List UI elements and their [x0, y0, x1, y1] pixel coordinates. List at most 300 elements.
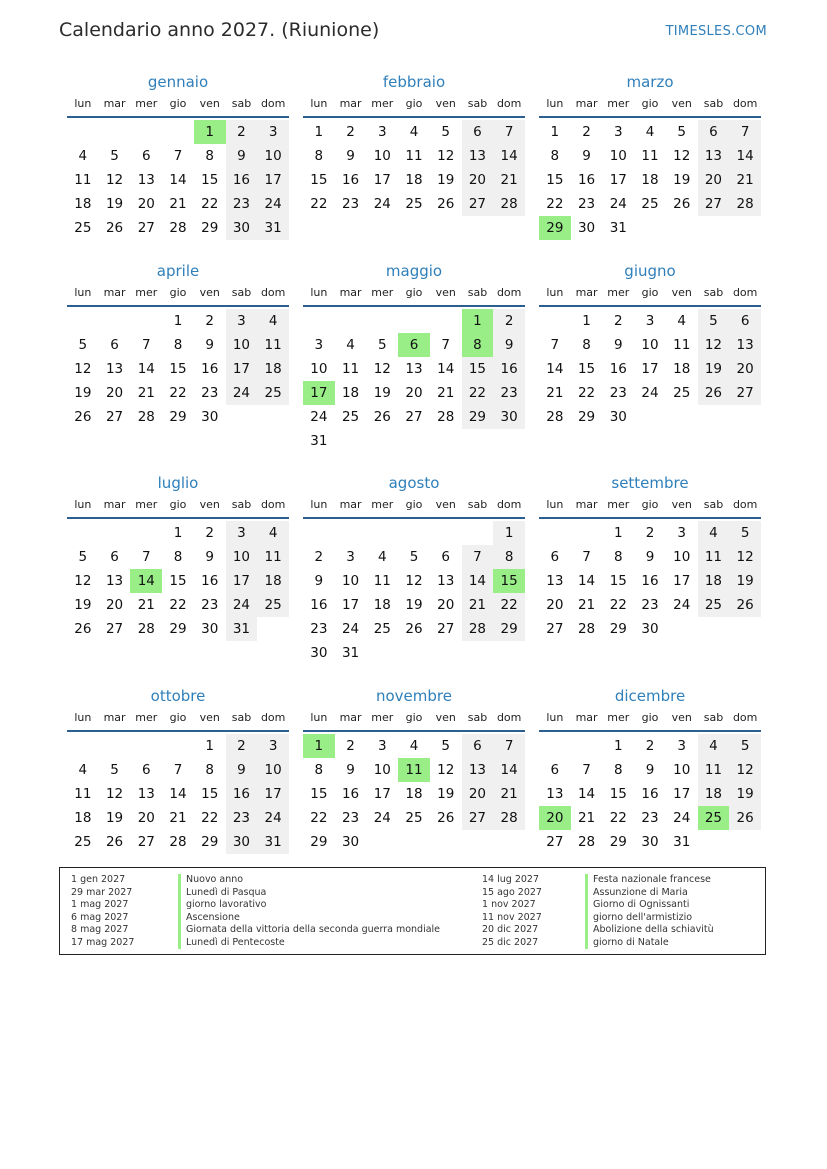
day-cell: 24	[673, 597, 691, 613]
day-cell: 2	[346, 124, 355, 140]
month-ottobre	[67, 686, 289, 854]
day-cell: 25	[673, 385, 691, 401]
weekday-label: lun	[546, 498, 564, 511]
day-cell: 6	[550, 549, 560, 565]
day-cell: 2	[645, 738, 655, 754]
day-cell: 16	[341, 172, 360, 188]
day-cell: 6	[398, 333, 430, 357]
empty-day	[99, 120, 131, 144]
weekday-header	[303, 495, 525, 519]
weekday-label: ven	[435, 498, 456, 511]
day-cell: 20	[137, 810, 155, 826]
day-cell: 19	[437, 172, 455, 188]
day-cell: 10	[226, 333, 258, 357]
day-cell: 24	[226, 381, 258, 405]
day-cell: 16	[341, 786, 360, 802]
day-cell: 23	[226, 192, 258, 216]
empty-day	[130, 734, 162, 758]
day-cell: 25	[373, 621, 391, 637]
day-cell: 30	[493, 405, 525, 429]
day-cell: 10	[673, 762, 691, 778]
day-cell: 9	[582, 148, 591, 164]
weekday-label: lun	[310, 286, 328, 299]
day-cell: 27	[137, 220, 155, 236]
legend-holiday-name: Giornata della vittoria della seconda guerra mondiale	[178, 924, 440, 937]
day-cell: 6	[729, 309, 761, 333]
day-cell: 5	[409, 549, 419, 565]
day-cell: 24	[310, 409, 328, 425]
day-cell: 30	[226, 216, 258, 240]
day-cell: 7	[462, 545, 494, 569]
day-cell: 17	[641, 361, 659, 377]
day-cell: 3	[226, 309, 258, 333]
day-cell: 22	[169, 597, 187, 613]
day-cell: 10	[257, 758, 289, 782]
day-cell: 4	[409, 738, 419, 754]
day-cell: 15	[609, 573, 627, 589]
day-cell: 14	[437, 361, 455, 377]
weekday-label: mer	[371, 286, 394, 299]
day-cell: 23	[493, 381, 525, 405]
weekday-label: ven	[671, 498, 692, 511]
day-cell: 1	[205, 738, 214, 754]
day-cell: 24	[257, 192, 289, 216]
day-cell: 20	[137, 196, 155, 212]
holiday-legend	[59, 867, 766, 955]
day-cell: 4	[698, 521, 730, 545]
empty-day	[162, 120, 194, 144]
day-cell: 21	[577, 810, 596, 826]
weekday-label: lun	[74, 498, 92, 511]
day-cell: 4	[346, 337, 355, 353]
weekday-header	[303, 708, 525, 732]
day-cell: 7	[173, 762, 183, 778]
day-cell: 8	[582, 337, 591, 353]
weekday-label: mar	[575, 97, 598, 110]
day-cell: 27	[546, 834, 564, 850]
month-name: agosto	[388, 474, 440, 492]
day-cell: 23	[226, 806, 258, 830]
weekday-label: dom	[260, 498, 286, 511]
empty-day	[67, 521, 99, 545]
weekday-label: dom	[260, 711, 286, 724]
legend-date: 15 ago 2027	[482, 886, 542, 898]
day-cell: 12	[437, 148, 455, 164]
weekday-label: dom	[260, 97, 286, 110]
day-cell: 28	[137, 409, 155, 425]
day-cell: 22	[310, 810, 328, 826]
day-cell: 30	[201, 621, 219, 637]
day-cell: 5	[377, 337, 387, 353]
day-cell: 14	[729, 144, 761, 168]
day-cell: 23	[609, 385, 627, 401]
day-cell: 20	[539, 806, 571, 830]
weekday-label: gio	[405, 286, 423, 299]
day-cell: 6	[698, 120, 730, 144]
month-marzo	[539, 72, 761, 240]
weekday-label: mer	[371, 498, 394, 511]
day-cell: 13	[105, 361, 124, 377]
weekday-label: ven	[671, 286, 692, 299]
day-cell: 15	[310, 172, 328, 188]
month-name: settembre	[611, 474, 689, 492]
weekday-label: mer	[607, 711, 630, 724]
empty-day	[539, 734, 571, 758]
day-cell: 22	[493, 593, 525, 617]
weekday-label: mar	[339, 711, 362, 724]
legend-holiday-name: giorno di Natale	[585, 937, 714, 950]
month-agosto	[303, 473, 525, 665]
weekday-label: mer	[607, 97, 630, 110]
weekday-label: gio	[169, 711, 187, 724]
day-cell: 5	[677, 124, 686, 140]
day-cell: 28	[493, 192, 525, 216]
day-cell: 20	[462, 782, 494, 806]
weekday-label: mer	[135, 97, 158, 110]
day-cell: 23	[201, 597, 219, 613]
day-cell: 15	[546, 172, 564, 188]
day-cell: 17	[257, 782, 289, 806]
day-cell: 13	[437, 573, 455, 589]
day-cell: 9	[613, 337, 623, 353]
weekday-label: lun	[310, 711, 328, 724]
day-cell: 11	[398, 758, 430, 782]
weekday-label: mar	[103, 711, 126, 724]
day-cell: 31	[310, 433, 328, 449]
empty-day	[303, 309, 335, 333]
day-cell: 8	[314, 762, 324, 778]
weekday-label: lun	[546, 97, 564, 110]
day-cell: 8	[173, 337, 183, 353]
day-cell: 12	[729, 758, 761, 782]
day-grid	[303, 309, 525, 453]
day-cell: 25	[74, 834, 92, 850]
day-cell: 17	[303, 381, 335, 405]
month-name: novembre	[376, 687, 452, 705]
day-cell: 26	[405, 621, 423, 637]
day-cell: 27	[698, 192, 730, 216]
day-cell: 13	[137, 172, 155, 188]
day-cell: 3	[377, 738, 387, 754]
day-cell: 26	[729, 806, 761, 830]
month-name: marzo	[626, 73, 674, 91]
day-cell: 21	[437, 385, 455, 401]
day-cell: 13	[105, 573, 124, 589]
day-cell: 29	[493, 617, 525, 641]
legend-date: 25 dic 2027	[482, 936, 539, 948]
day-cell: 15	[577, 361, 596, 377]
day-cell: 17	[226, 357, 258, 381]
day-cell: 9	[314, 573, 324, 589]
empty-day	[398, 521, 430, 545]
day-cell: 31	[673, 834, 691, 850]
day-cell: 19	[437, 786, 455, 802]
day-cell: 5	[441, 124, 450, 140]
day-cell: 1	[462, 309, 494, 333]
weekday-label: dom	[496, 286, 522, 299]
day-cell: 20	[698, 168, 730, 192]
day-cell: 10	[341, 573, 360, 589]
legend-holiday-name: Giorno di Ognissanti	[585, 899, 714, 912]
day-cell: 7	[550, 337, 560, 353]
day-cell: 28	[546, 409, 564, 425]
day-cell: 7	[141, 337, 151, 353]
empty-day	[398, 309, 430, 333]
day-cell: 3	[314, 337, 324, 353]
day-cell: 16	[201, 361, 219, 377]
day-cell: 18	[698, 782, 730, 806]
day-cell: 9	[226, 144, 258, 168]
month-dicembre	[539, 686, 761, 854]
weekday-header	[67, 708, 289, 732]
weekday-label: dom	[496, 711, 522, 724]
day-cell: 6	[110, 337, 119, 353]
day-cell: 4	[257, 309, 289, 333]
month-name: febbraio	[382, 73, 446, 91]
legend-holiday-name: Lunedì di Pasqua	[178, 887, 440, 900]
weekday-label: lun	[74, 97, 92, 110]
day-cell: 6	[462, 120, 494, 144]
empty-day	[99, 521, 131, 545]
day-cell: 2	[226, 120, 258, 144]
day-cell: 19	[74, 385, 92, 401]
day-cell: 16	[577, 172, 596, 188]
weekday-label: sab	[467, 498, 488, 511]
day-cell: 15	[169, 361, 187, 377]
day-cell: 11	[74, 786, 92, 802]
day-cell: 21	[493, 168, 525, 192]
day-cell: 25	[698, 806, 730, 830]
day-cell: 25	[405, 810, 423, 826]
day-cell: 8	[205, 148, 214, 164]
weekday-label: ven	[199, 498, 220, 511]
day-cell: 23	[641, 597, 659, 613]
day-cell: 22	[577, 385, 596, 401]
day-cell: 4	[645, 124, 655, 140]
day-cell: 29	[609, 834, 627, 850]
day-cell: 24	[641, 385, 659, 401]
weekday-label: gio	[405, 97, 423, 110]
day-cell: 12	[437, 762, 455, 778]
day-cell: 24	[673, 810, 691, 826]
empty-day	[366, 521, 398, 545]
day-cell: 5	[729, 521, 761, 545]
day-cell: 3	[257, 120, 289, 144]
day-cell: 2	[205, 313, 214, 329]
day-cell: 11	[257, 545, 289, 569]
day-cell: 11	[673, 337, 691, 353]
day-cell: 16	[641, 786, 659, 802]
weekday-label: sab	[467, 711, 488, 724]
month-giugno	[539, 261, 761, 429]
day-cell: 27	[437, 621, 455, 637]
weekday-label: dom	[732, 711, 758, 724]
day-cell: 12	[729, 545, 761, 569]
day-cell: 22	[169, 385, 187, 401]
day-cell: 11	[257, 333, 289, 357]
day-cell: 4	[409, 124, 419, 140]
day-cell: 3	[226, 521, 258, 545]
day-cell: 14	[462, 569, 494, 593]
day-cell: 23	[310, 621, 328, 637]
day-cell: 27	[405, 409, 423, 425]
legend-holiday-name: Abolizione della schiavitù	[585, 924, 714, 937]
day-cell: 13	[698, 144, 730, 168]
day-cell: 5	[729, 734, 761, 758]
day-cell: 20	[105, 385, 124, 401]
day-grid	[67, 521, 289, 641]
day-cell: 19	[698, 357, 730, 381]
day-cell: 10	[673, 549, 691, 565]
day-cell: 20	[437, 597, 455, 613]
day-cell: 9	[645, 549, 655, 565]
day-cell: 17	[373, 172, 391, 188]
day-cell: 19	[105, 196, 124, 212]
day-cell: 8	[550, 148, 560, 164]
day-cell: 21	[169, 810, 187, 826]
weekday-label: mer	[371, 97, 394, 110]
day-cell: 31	[257, 830, 289, 854]
month-luglio	[67, 473, 289, 641]
day-cell: 25	[698, 593, 730, 617]
day-cell: 22	[462, 381, 494, 405]
day-cell: 26	[698, 381, 730, 405]
legend-date: 14 lug 2027	[482, 874, 539, 885]
day-cell: 9	[205, 549, 214, 565]
day-cell: 29	[577, 409, 596, 425]
day-cell: 17	[341, 597, 360, 613]
day-cell: 24	[373, 810, 391, 826]
day-cell: 25	[257, 593, 289, 617]
weekday-label: mar	[103, 97, 126, 110]
day-cell: 28	[577, 621, 596, 637]
day-cell: 29	[169, 409, 187, 425]
day-cell: 2	[613, 313, 623, 329]
weekday-label: sab	[231, 711, 252, 724]
day-cell: 6	[441, 549, 450, 565]
day-cell: 9	[205, 337, 214, 353]
site-link[interactable]: TIMESLES.COM	[665, 24, 767, 39]
day-cell: 1	[303, 734, 335, 758]
day-cell: 14	[493, 144, 525, 168]
day-cell: 23	[641, 810, 659, 826]
weekday-label: gio	[641, 498, 659, 511]
day-cell: 5	[698, 309, 730, 333]
day-cell: 26	[105, 834, 124, 850]
empty-day	[67, 120, 99, 144]
weekday-label: mar	[103, 498, 126, 511]
day-cell: 16	[310, 597, 328, 613]
weekday-label: mer	[371, 711, 394, 724]
day-cell: 18	[673, 361, 691, 377]
weekday-label: lun	[74, 711, 92, 724]
day-cell: 6	[110, 549, 119, 565]
day-cell: 21	[729, 168, 761, 192]
day-cell: 22	[609, 810, 627, 826]
day-cell: 31	[609, 220, 627, 236]
day-cell: 3	[257, 734, 289, 758]
day-grid	[539, 521, 761, 641]
day-cell: 26	[74, 621, 92, 637]
day-cell: 27	[105, 621, 124, 637]
day-cell: 1	[613, 738, 623, 754]
day-cell: 5	[110, 148, 119, 164]
legend-date: 1 nov 2027	[482, 899, 536, 910]
day-cell: 10	[373, 148, 391, 164]
day-cell: 3	[346, 549, 355, 565]
day-cell: 15	[201, 786, 219, 802]
day-cell: 17	[226, 569, 258, 593]
weekday-label: ven	[435, 711, 456, 724]
weekday-label: mar	[339, 97, 362, 110]
day-cell: 13	[729, 333, 761, 357]
day-cell: 2	[314, 549, 324, 565]
day-cell: 23	[341, 196, 360, 212]
day-cell: 20	[729, 357, 761, 381]
day-cell: 8	[173, 549, 183, 565]
day-cell: 24	[257, 806, 289, 830]
day-cell: 1	[613, 525, 623, 541]
empty-day	[99, 734, 131, 758]
weekday-header	[303, 283, 525, 307]
day-cell: 28	[169, 220, 187, 236]
day-cell: 12	[105, 172, 124, 188]
weekday-label: mar	[339, 286, 362, 299]
empty-day	[130, 309, 162, 333]
day-cell: 17	[373, 786, 391, 802]
day-cell: 27	[137, 834, 155, 850]
day-cell: 12	[105, 786, 124, 802]
weekday-label: sab	[703, 97, 724, 110]
weekday-header	[67, 94, 289, 118]
day-cell: 2	[346, 738, 355, 754]
weekday-label: lun	[310, 498, 328, 511]
weekday-label: ven	[199, 286, 220, 299]
empty-day	[462, 521, 494, 545]
day-cell: 17	[673, 573, 691, 589]
day-cell: 28	[437, 409, 455, 425]
day-cell: 19	[729, 569, 761, 593]
day-cell: 15	[493, 569, 525, 593]
day-cell: 12	[373, 361, 391, 377]
day-cell: 11	[698, 545, 730, 569]
weekday-header	[539, 495, 761, 519]
day-cell: 26	[729, 593, 761, 617]
legend-date: 8 mag 2027	[71, 924, 129, 935]
day-cell: 29	[462, 405, 494, 429]
empty-day	[430, 521, 462, 545]
legend-date: 20 dic 2027	[482, 924, 539, 935]
empty-day	[335, 309, 367, 333]
day-cell: 20	[546, 597, 564, 613]
day-cell: 3	[613, 124, 623, 140]
weekday-label: mer	[607, 498, 630, 511]
day-cell: 16	[226, 168, 258, 192]
empty-day	[430, 309, 462, 333]
day-cell: 27	[729, 381, 761, 405]
day-cell: 19	[405, 597, 423, 613]
day-cell: 17	[609, 172, 627, 188]
weekday-header	[67, 495, 289, 519]
month-name: giugno	[624, 262, 676, 280]
day-cell: 30	[641, 621, 659, 637]
weekday-label: mar	[103, 286, 126, 299]
day-cell: 5	[78, 337, 88, 353]
month-name: gennaio	[147, 73, 209, 91]
day-cell: 14	[169, 172, 187, 188]
day-cell: 4	[677, 313, 686, 329]
day-cell: 8	[613, 549, 623, 565]
